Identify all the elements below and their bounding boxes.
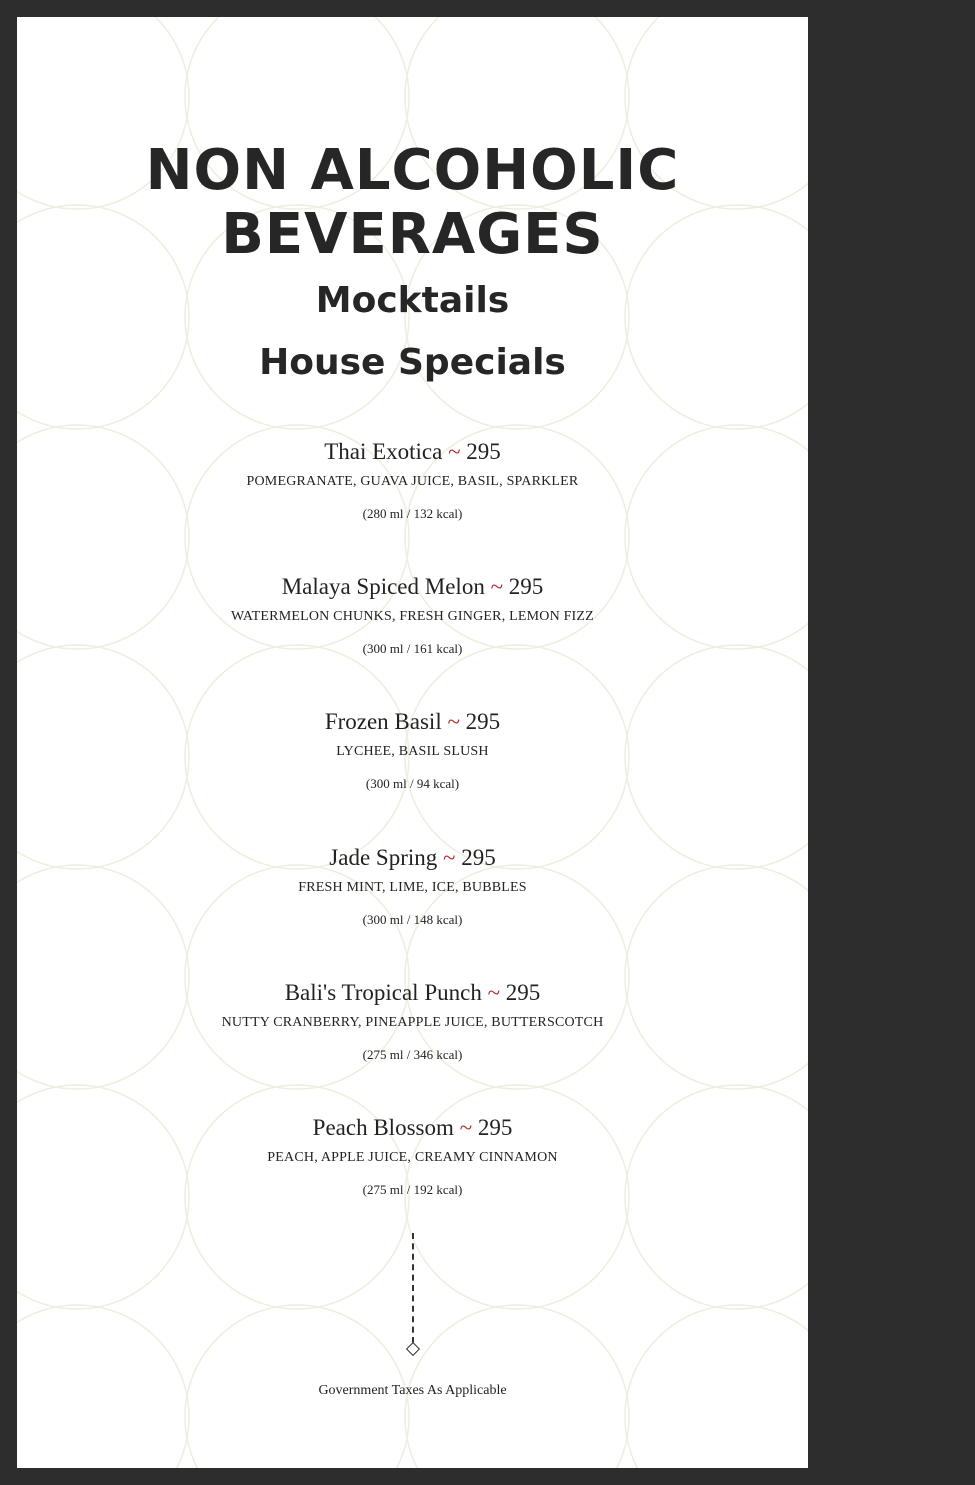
- item-name: Peach Blossom: [312, 1115, 454, 1140]
- item-nutrition: (300 ml / 161 kcal): [362, 641, 463, 656]
- item-price: 295: [466, 439, 501, 464]
- item-nutrition: (300 ml / 94 kcal): [365, 776, 460, 791]
- item-name: Frozen Basil: [324, 709, 442, 734]
- item-price: 295: [465, 709, 501, 734]
- item-name: Bali's Tropical Punch: [284, 980, 482, 1005]
- item-nutrition: (275 ml / 192 kcal): [362, 1182, 463, 1197]
- price-separator: ~: [447, 709, 460, 734]
- page-title: [17, 139, 808, 267]
- item-name-line: [17, 844, 808, 872]
- menu-item: [17, 573, 808, 657]
- diamond-ornament-icon: [406, 1342, 420, 1356]
- item-description: PEACH, APPLE JUICE, CREAMY CINNAMON: [267, 1150, 558, 1165]
- dashed-divider: [412, 1233, 414, 1343]
- item-name-line: [17, 979, 808, 1007]
- menu-item: [17, 708, 808, 792]
- item-name-line: [17, 708, 808, 736]
- item-description: POMEGRANATE, GUAVA JUICE, BASIL, SPARKLER: [246, 474, 579, 489]
- tax-note: Government Taxes As Applicable: [318, 1383, 507, 1398]
- price-separator: ~: [490, 574, 504, 599]
- item-nutrition: (275 ml / 346 kcal): [362, 1047, 463, 1062]
- item-price: 295: [477, 1115, 513, 1140]
- category-heading: Mocktails: [315, 280, 510, 321]
- item-name-line: [17, 573, 808, 601]
- price-separator: ~: [448, 439, 461, 464]
- price-separator: ~: [487, 980, 501, 1005]
- item-description: NUTTY CRANBERRY, PINEAPPLE JUICE, BUTTERSCOTCH: [221, 1015, 604, 1030]
- menu-item: [17, 1114, 808, 1198]
- menu-item: [17, 979, 808, 1063]
- price-separator: ~: [443, 845, 456, 870]
- item-name-line: [17, 1114, 808, 1142]
- menu-content: [17, 17, 808, 1468]
- menu-item: [17, 438, 808, 522]
- item-description: FRESH MINT, LIME, ICE, BUBBLES: [298, 880, 527, 895]
- item-price: 295: [461, 845, 496, 870]
- menu-page: [17, 17, 808, 1468]
- price-separator: ~: [459, 1115, 473, 1140]
- section-heading: House Specials: [259, 342, 566, 383]
- item-description: LYCHEE, BASIL SLUSH: [336, 744, 489, 759]
- item-name: Malaya Spiced Melon: [281, 574, 485, 599]
- item-name-line: [17, 438, 808, 466]
- item-price: 295: [508, 574, 544, 599]
- item-price: 295: [505, 980, 541, 1005]
- item-description: WATERMELON CHUNKS, FRESH GINGER, LEMON FIZZ: [231, 609, 594, 624]
- menu-item: [17, 844, 808, 928]
- item-nutrition: (300 ml / 148 kcal): [362, 912, 463, 927]
- title-line-1: NON ALCOHOLIC: [145, 138, 680, 203]
- item-name: Thai Exotica: [324, 439, 443, 464]
- item-nutrition: (280 ml / 132 kcal): [362, 506, 463, 521]
- title-line-2: BEVERAGES: [221, 202, 604, 267]
- item-name: Jade Spring: [329, 845, 438, 870]
